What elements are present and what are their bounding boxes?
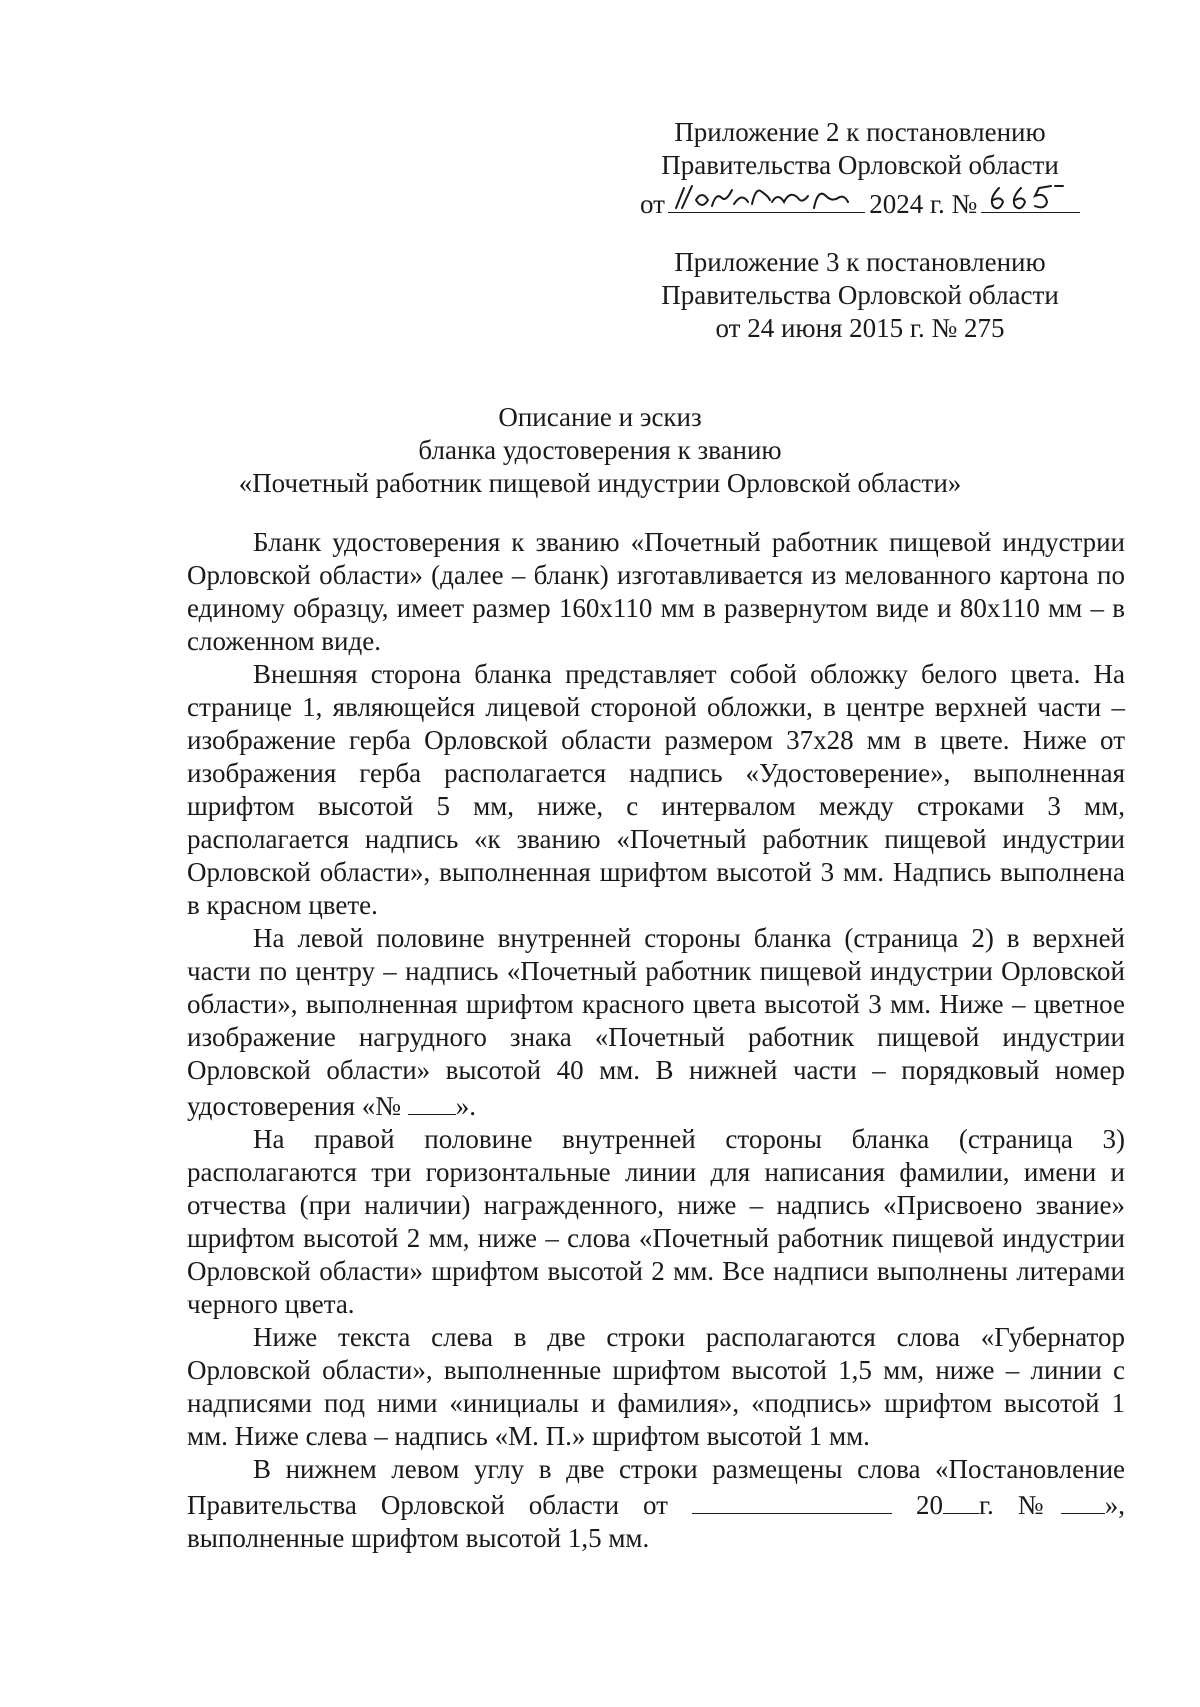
title-line1: Описание и эскиз [498, 402, 702, 432]
appendix-3-line3: от 24 июня 2015 г. № 275 [715, 313, 1005, 343]
appendix-3-line1: Приложение 3 к постановлению [674, 247, 1046, 277]
appendix-3-line2: Правительства Орловской области [661, 280, 1059, 310]
blank-decree-number-line [1061, 1486, 1105, 1514]
paragraph-6-end: », выполненные шрифтом высотой 1,5 мм. [187, 1490, 1126, 1553]
handwritten-number [981, 182, 1080, 213]
document-title [180, 401, 1020, 500]
paragraph-3-text: На левой половине внутренней стороны бланка (страница 2) в верхней части по центру – надпись «Почетный работник пищевой индустрии Орловской области», выполненная шрифтом красного цвета высотой 3 мм. Ниже – цветное изображение нагрудного знака «Почетный работник пищевой индустрии Орловской области» высотой 40 мм. В нижней части – порядковый номер удостоверения «№ [187, 923, 1125, 1121]
paragraph-6-number-label: г. № [978, 1490, 1061, 1520]
paragraph-5: Ниже текста слева в две строки располагаются слова «Губернатор Орловской области», выполненные шрифтом высотой 1,5 мм, ниже – линии с надписями под ними «инициалы и фамилия», «подпись» шрифтом высотой 1 мм. Ниже слева – надпись «М. П.» шрифтом высотой 1 мм. [187, 1322, 1125, 1451]
appendix-2-prefix: от [640, 189, 665, 219]
appendix-2-header [640, 116, 1080, 221]
appendix-2-line2: Правительства Орловской области [661, 150, 1059, 180]
appendix-2-line1: Приложение 2 к постановлению [674, 117, 1046, 147]
title-line3: «Почетный работник пищевой индустрии Орловской области» [238, 468, 962, 498]
title-line2: бланка удостоверения к званию [418, 435, 782, 465]
appendix-3-header [640, 246, 1080, 345]
appendix-2-year: 2024 г. № [869, 189, 978, 219]
paragraph-3 [187, 922, 1125, 1123]
blank-year-line [943, 1486, 979, 1514]
appendix-2-date-line [640, 182, 1080, 221]
paragraph-6-year: 20 [915, 1490, 943, 1520]
document-body [187, 526, 1125, 1555]
blank-number-line [408, 1087, 456, 1115]
paragraph-6-text: В нижнем левом углу в две строки размещены слова «Постановление Правительства Орловской области от [187, 1454, 1125, 1520]
paragraph-2: Внешняя сторона бланка представляет собой обложку белого цвета. На странице 1, являющейся лицевой стороной обложки, в центре верхней части – изображение герба Орловской области размером 37x28 мм в цвете. Ниже от изображения герба располагается надпись «Удостоверение», выполненная шрифтом высотой 5 мм, ниже, с интервалом между строками 3 мм, располагается надпись «к званию «Почетный работник пищевой индустрии Орловской области», выполненная шрифтом высотой 3 мм. Надпись выполнена в красном цвете. [187, 659, 1125, 920]
handwritten-date-signature [668, 182, 865, 213]
paragraph-1: Бланк удостоверения к званию «Почетный работник пищевой индустрии Орловской области» (далее – бланк) изготавливается из мелованного картона по единому образцу, имеет размер 160x110 мм в развернутом виде и 80x110 мм – в сложенном виде. [187, 527, 1125, 656]
paragraph-4: На правой половине внутренней стороны бланка (страница 3) располагаются три горизонтальные линии для написания фамилии, имени и отчества (при наличии) награжденного, ниже – надпись «Присвоено звание» шрифтом высотой 2 мм, ниже – слова «Почетный работник пищевой индустрии Орловской области» шрифтом высотой 2 мм. Все надписи выполнены литерами черного цвета. [187, 1124, 1125, 1319]
paragraph-6 [187, 1453, 1125, 1555]
paragraph-3-end: ». [455, 1091, 477, 1121]
blank-date-line [692, 1486, 892, 1514]
